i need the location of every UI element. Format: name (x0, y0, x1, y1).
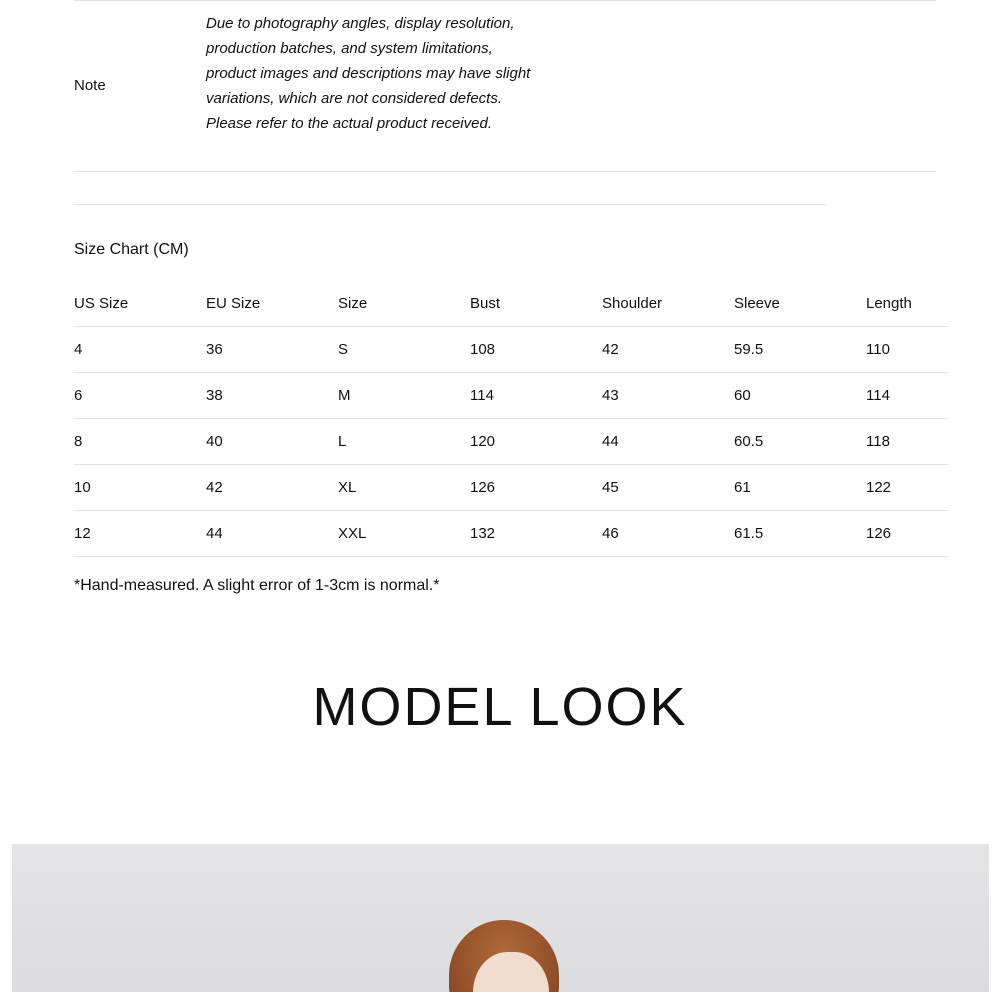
cell-shoulder: 45 (602, 465, 734, 511)
cell-bust: 108 (470, 327, 602, 373)
cell-size: XXL (338, 511, 470, 557)
table-row (74, 419, 948, 465)
note-text: Due to photography angles, display resolution, production batches, and system limitations, product images and descriptions may have slight variations, which are not considered defects. Please refer to the actual product received. (206, 15, 531, 132)
cell-sleeve: 61 (734, 465, 866, 511)
header-sleeve: Sleeve (734, 280, 866, 327)
cell-length: 122 (866, 465, 948, 511)
cell-size: L (338, 419, 470, 465)
table-row (74, 373, 948, 419)
size-chart-header-row (74, 280, 948, 327)
header-bust: Bust (470, 280, 602, 327)
cell-us-size: 6 (74, 373, 206, 419)
cell-bust: 114 (470, 373, 602, 419)
table-row (74, 327, 948, 373)
note-label: Note (74, 77, 106, 94)
header-length: Length (866, 280, 948, 327)
cell-bust: 132 (470, 511, 602, 557)
header-size: Size (338, 280, 470, 327)
cell-shoulder: 42 (602, 327, 734, 373)
table-row (74, 465, 948, 511)
header-us-size: US Size (74, 280, 206, 327)
model-look-heading: MODEL LOOK (312, 677, 688, 737)
table-row (74, 511, 948, 557)
cell-us-size: 12 (74, 511, 206, 557)
cell-shoulder: 43 (602, 373, 734, 419)
cell-sleeve: 60.5 (734, 419, 866, 465)
cell-us-size: 8 (74, 419, 206, 465)
cell-us-size: 4 (74, 327, 206, 373)
cell-size: XL (338, 465, 470, 511)
cell-shoulder: 44 (602, 419, 734, 465)
cell-sleeve: 59.5 (734, 327, 866, 373)
cell-length: 118 (866, 419, 948, 465)
model-photo (12, 844, 989, 992)
cell-size: M (338, 373, 470, 419)
cell-size: S (338, 327, 470, 373)
size-chart-footnote: *Hand-measured. A slight error of 1-3cm is normal.* (74, 577, 440, 594)
cell-length: 126 (866, 511, 948, 557)
cell-eu-size: 40 (206, 419, 338, 465)
header-eu-size: EU Size (206, 280, 338, 327)
cell-eu-size: 36 (206, 327, 338, 373)
top-divider (74, 0, 936, 1)
cell-sleeve: 61.5 (734, 511, 866, 557)
cell-us-size: 10 (74, 465, 206, 511)
cell-eu-size: 44 (206, 511, 338, 557)
size-chart-title: Size Chart (CM) (74, 241, 189, 258)
header-shoulder: Shoulder (602, 280, 734, 327)
cell-length: 110 (866, 327, 948, 373)
cell-sleeve: 60 (734, 373, 866, 419)
cell-shoulder: 46 (602, 511, 734, 557)
cell-eu-size: 42 (206, 465, 338, 511)
section-divider (74, 204, 826, 205)
cell-bust: 126 (470, 465, 602, 511)
cell-length: 114 (866, 373, 948, 419)
cell-eu-size: 38 (206, 373, 338, 419)
note-divider (74, 171, 936, 172)
size-chart-table (74, 280, 948, 557)
cell-bust: 120 (470, 419, 602, 465)
